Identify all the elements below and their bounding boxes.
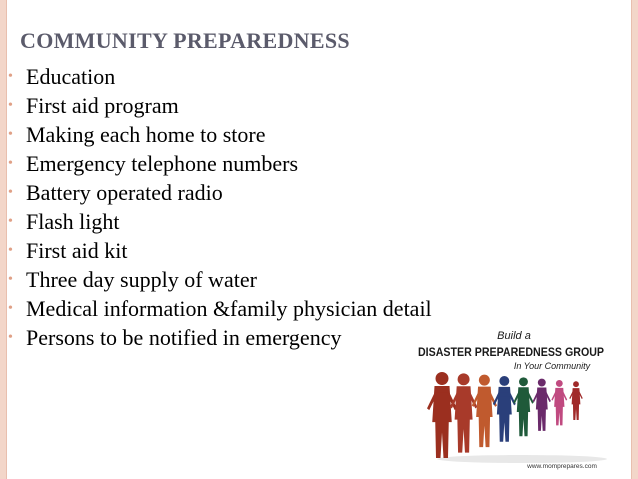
poster-footer: www.momprepares.com [527, 463, 597, 470]
bullet-icon: • [8, 127, 13, 142]
ground-shadow [437, 455, 607, 463]
person-figure [513, 377, 534, 436]
bullet-text: Three day supply of water [26, 267, 257, 292]
bullet-icon: • [8, 69, 13, 84]
bullet-item [6, 62, 432, 91]
figure-head [538, 379, 546, 387]
figure-head [499, 376, 509, 386]
bullet-text: Medical information &family physician detail [26, 296, 432, 321]
slide-title: COMMUNITY PREPAREDNESS [20, 28, 350, 53]
bullet-item [6, 120, 432, 149]
bullet-item [6, 236, 432, 265]
figure-head [519, 377, 528, 386]
poster-illustration [412, 326, 610, 476]
person-figure [427, 372, 457, 458]
poster-line3: In Your Community [513, 361, 591, 371]
bullet-icon: • [8, 272, 13, 287]
bullet-item [6, 294, 432, 323]
figure-head [556, 380, 563, 387]
person-figure [493, 376, 516, 442]
bullet-icon: • [8, 330, 13, 345]
poster-line1: Build a [497, 330, 531, 342]
bullet-item [6, 149, 432, 178]
bullet-text: Battery operated radio [26, 180, 223, 205]
bullet-icon: • [8, 214, 13, 229]
bullet-text: Education [26, 64, 116, 89]
bullet-item [6, 265, 432, 294]
bullet-icon: • [8, 156, 13, 171]
person-figure [551, 380, 567, 425]
bullet-item [6, 207, 432, 236]
bullet-text: First aid program [26, 93, 179, 118]
figure-head [479, 375, 490, 386]
bullet-icon: • [8, 301, 13, 316]
figure-head [458, 373, 470, 385]
bullet-text: Persons to be notified in emergency [26, 325, 342, 350]
person-figure [569, 381, 583, 420]
bullet-item [6, 91, 432, 120]
figure-head [573, 381, 579, 387]
bullet-icon: • [8, 98, 13, 113]
bullet-icon: • [8, 243, 13, 258]
bullet-text: First aid kit [26, 238, 128, 263]
person-figure [533, 379, 551, 431]
right-edge-bar [631, 0, 638, 479]
bullet-item [6, 323, 432, 352]
figure-head [436, 372, 449, 385]
bullet-text: Making each home to store [26, 122, 266, 147]
bullet-icon: • [8, 185, 13, 200]
bullet-item [6, 178, 432, 207]
bullet-text: Emergency telephone numbers [26, 151, 299, 176]
poster-line2: DISASTER PREPAREDNESS GROUP [418, 347, 605, 359]
disaster-group-poster [412, 326, 610, 476]
person-figure [450, 373, 478, 452]
bullet-text: Flash light [26, 209, 120, 234]
bullet-list [6, 62, 432, 352]
paper-doll-figures [427, 372, 583, 458]
person-figure [472, 375, 497, 447]
